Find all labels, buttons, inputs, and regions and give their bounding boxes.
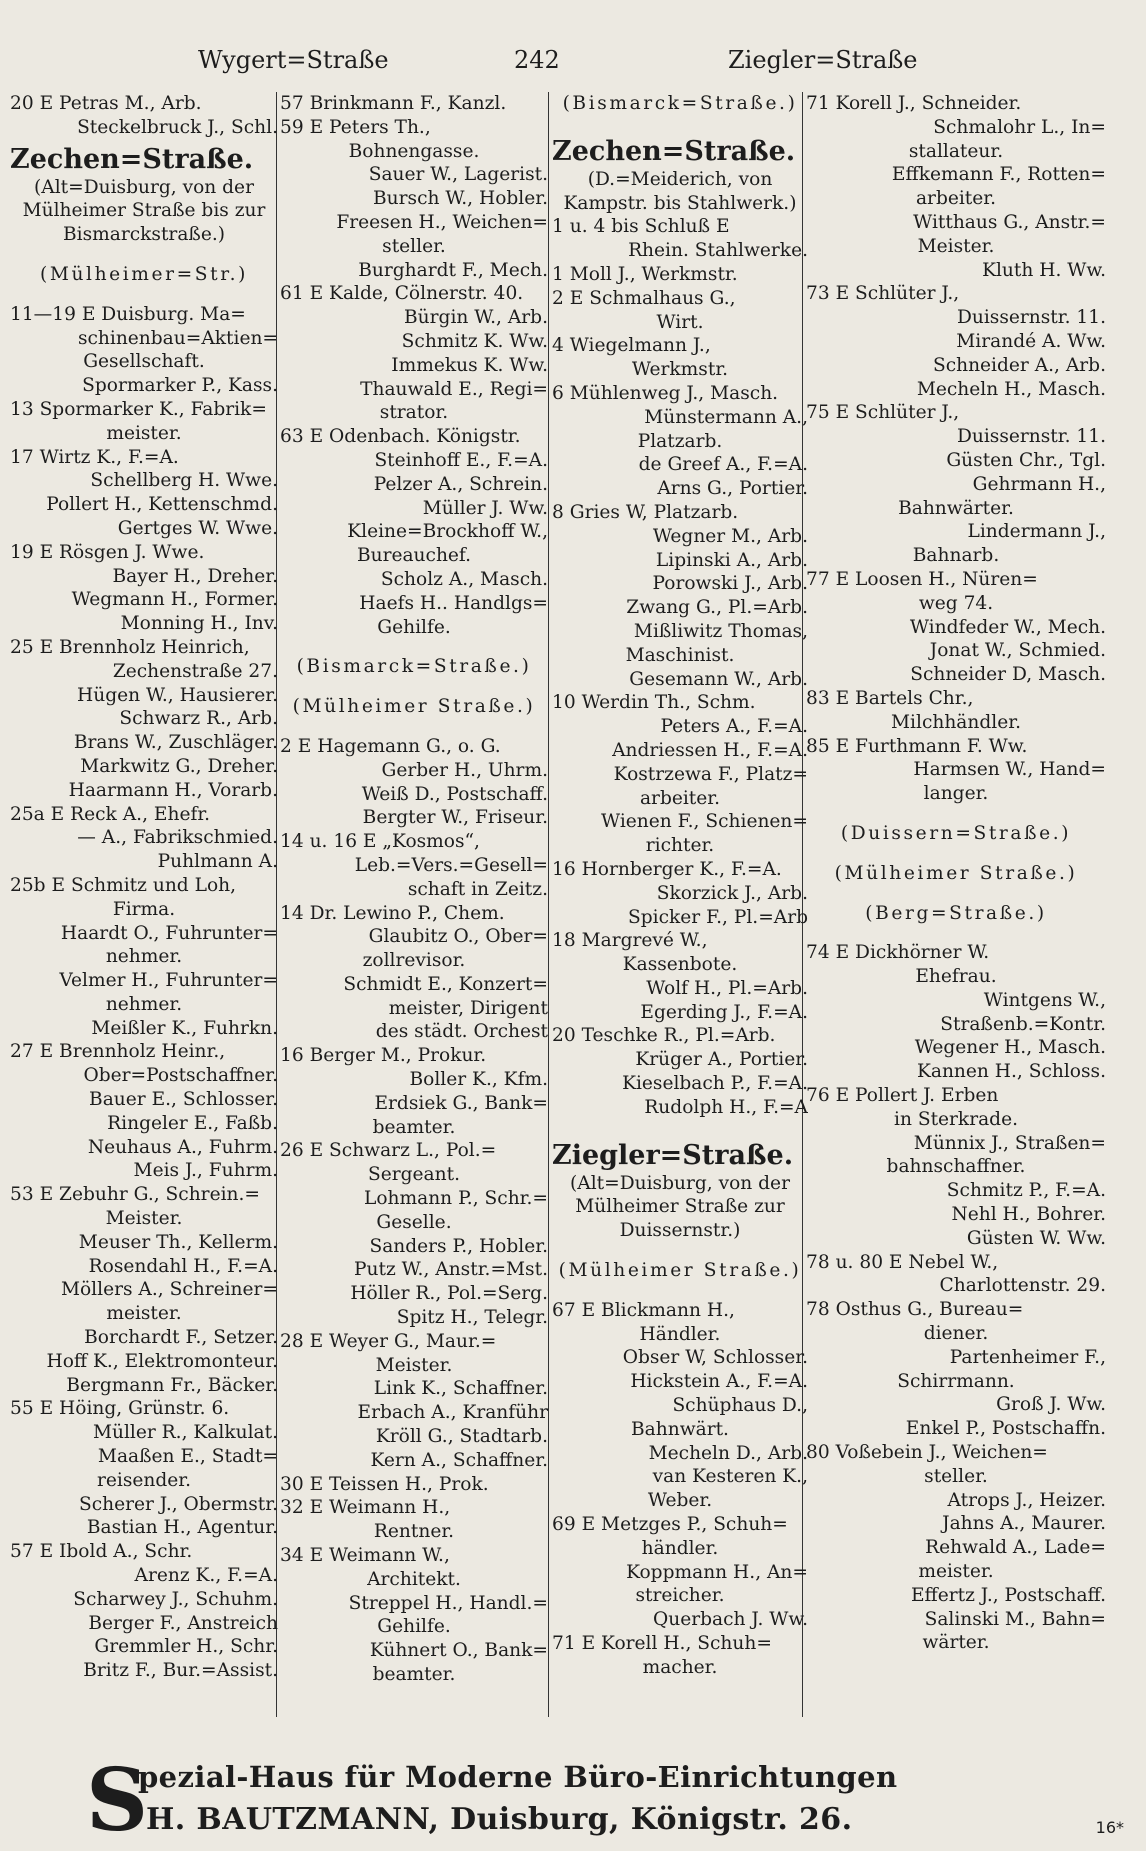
directory-line: Sanders P., Hobler. xyxy=(369,1235,548,1257)
directory-line: streicher. xyxy=(635,1585,725,1607)
directory-line: Spormarker P., Kass. xyxy=(82,375,278,397)
directory-line: 8 Gries W, Platzarb. xyxy=(552,501,739,523)
directory-line: Mülheimer Straße zur xyxy=(575,1196,785,1218)
directory-line: Gehrmann H., xyxy=(972,473,1106,495)
directory-line: Güsten Chr., Tgl. xyxy=(946,449,1106,471)
directory-line: Brans W., Zuschläger. xyxy=(73,732,278,754)
directory-line: Hoff K., Elektromonteur. xyxy=(46,1350,278,1372)
directory-line: (Alt=Duisburg, von der xyxy=(34,176,254,198)
directory-line: 25b E Schmitz und Loh, xyxy=(10,874,237,896)
directory-line: Schmalohr L., In= xyxy=(933,116,1106,138)
directory-line: langer. xyxy=(923,783,989,805)
directory-line: 14 u. 16 E „Kosmos“, xyxy=(280,831,480,853)
directory-line: 2 E Hagemann G., o. G. xyxy=(280,735,501,757)
directory-line: Steckelbruck J., Schl. xyxy=(77,116,278,138)
directory-line: händler. xyxy=(641,1537,719,1559)
directory-line: Atrops J., Heizer. xyxy=(947,1489,1106,1511)
directory-line: Ringeler E., Faßb. xyxy=(107,1112,278,1134)
directory-line: Maschinist. xyxy=(625,644,735,666)
directory-line: strator. xyxy=(379,402,449,424)
directory-line: 75 E Schlüter J., xyxy=(806,402,960,424)
directory-line: Witthaus G., Anstr.= xyxy=(913,211,1106,233)
directory-line: schaft in Zeitz. xyxy=(407,878,548,900)
directory-line: Mißliwitz Thomas, xyxy=(633,620,808,642)
directory-line: Borchardt F., Setzer. xyxy=(84,1327,278,1349)
directory-line: 26 E Schwarz L., Pol.= xyxy=(280,1140,497,1162)
directory-line: 25a E Reck A., Ehefr. xyxy=(10,803,211,825)
directory-line: Kassenbote. xyxy=(622,954,738,976)
directory-columns xyxy=(0,92,1146,1717)
directory-line: Arenz K., F.=A. xyxy=(134,1565,278,1587)
directory-line: Rehwald A., Lade= xyxy=(925,1537,1106,1559)
directory-line: nehmer. xyxy=(105,993,183,1015)
directory-line: Mecheln D., Arb. xyxy=(648,1442,808,1464)
directory-line: Wegmann H., Former. xyxy=(71,589,278,611)
directory-line: Kampstr. bis Stahlwerk.) xyxy=(563,192,797,214)
directory-line: 6 Mühlenweg J., Masch. xyxy=(552,382,779,404)
directory-line: reisender. xyxy=(96,1469,192,1491)
directory-line: (Mülheimer Straße.) xyxy=(834,862,1078,884)
directory-line: Wintgens W., xyxy=(983,989,1106,1011)
directory-line: Architekt. xyxy=(367,1568,461,1590)
directory-line: 20 E Petras M., Arb. xyxy=(10,93,202,114)
directory-line: Enkel P., Postschaffn. xyxy=(905,1418,1106,1440)
directory-line: Scherer J., Obermstr. xyxy=(78,1493,278,1515)
directory-line: Maaßen E., Stadt= xyxy=(97,1446,278,1468)
directory-line: 10 Werdin Th., Schm. xyxy=(552,692,756,714)
directory-line: 77 E Loosen H., Nüren= xyxy=(806,568,1038,590)
directory-line: Immekus K. Ww. xyxy=(391,354,548,376)
directory-line: Wegner M., Arb. xyxy=(652,525,808,547)
directory-line: Ehefrau. xyxy=(915,966,997,988)
directory-line: Rhein. Stahlwerke. xyxy=(628,240,808,262)
directory-line: Firma. xyxy=(112,898,176,920)
directory-line: 85 E Furthmann F. Ww. xyxy=(806,735,1028,757)
directory-line: Rentner. xyxy=(373,1521,455,1543)
directory-line: Bursch W., Hobler. xyxy=(373,188,548,210)
directory-line: Müller J. Ww. xyxy=(422,497,548,519)
directory-line: Puhlmann A. xyxy=(157,851,278,873)
directory-line: Schirrmann. xyxy=(897,1370,1015,1392)
directory-line: 78 Osthus G., Bureau= xyxy=(806,1299,1024,1321)
directory-line: Zechenstraße 27. xyxy=(112,660,278,682)
directory-line: 80 Voßebein J., Weichen= xyxy=(806,1442,1048,1464)
directory-line: Platzarb. xyxy=(637,430,723,452)
directory-line: Bergter W., Friseur. xyxy=(362,807,548,829)
spacer xyxy=(280,639,548,655)
printer-signature: 16* xyxy=(1095,1818,1124,1837)
spacer xyxy=(280,679,548,695)
directory-line: Bürgin W., Arb. xyxy=(404,307,548,329)
directory-line: Schwarz R., Arb. xyxy=(119,708,278,730)
directory-line: Gertges W. Wwe. xyxy=(117,517,278,539)
directory-line: (Bismarck=Straße.) xyxy=(296,656,532,678)
directory-line: 16 Berger M., Prokur. xyxy=(280,1045,487,1067)
directory-line: Münstermann A., xyxy=(644,406,808,428)
directory-line: Werkmstr. xyxy=(631,359,729,381)
directory-line: macher. xyxy=(642,1656,718,1678)
directory-line: (Mülheimer Straße.) xyxy=(292,696,536,718)
directory-line: 19 E Rösgen J. Wwe. xyxy=(10,541,205,563)
directory-line: Rudolph H., F.=A xyxy=(644,1096,808,1118)
ad-line-2: H. BAUTZMANN, Duisburg, Königstr. 26. xyxy=(146,1802,853,1837)
directory-line: Streppel H., Handl.= xyxy=(348,1592,548,1614)
directory-line: meister. xyxy=(106,422,182,444)
directory-line: Velmer H., Fuhrunter= xyxy=(59,970,278,992)
spacer xyxy=(806,806,1106,822)
directory-line: Thauwald E., Regi= xyxy=(360,378,548,400)
directory-line: 57 Brinkmann F., Kanzl. xyxy=(280,93,507,114)
spacer xyxy=(280,719,548,735)
spacer xyxy=(806,846,1106,862)
directory-line: Schmitz K. Ww. xyxy=(401,330,548,352)
directory-line: (Mülheimer Straße.) xyxy=(558,1260,802,1282)
directory-line: Lindermann J., xyxy=(967,521,1106,543)
directory-line: Gesellschaft. xyxy=(83,351,205,373)
street-heading: Zechen=Straße. xyxy=(552,135,796,167)
directory-line: Erdsiek G., Bank= xyxy=(374,1092,548,1114)
directory-line: Spicker F., Pl.=Arb xyxy=(628,906,808,928)
directory-line: weg 74. xyxy=(918,592,994,614)
header-right-street: Ziegler=Straße xyxy=(728,46,918,74)
directory-line: Jahns A., Maurer. xyxy=(942,1513,1106,1535)
directory-line: 53 E Zebuhr G., Schrein.= xyxy=(10,1184,260,1206)
directory-line: 17 Wirtz K., F.=A. xyxy=(10,446,179,468)
directory-line: in Sterkrade. xyxy=(894,1108,1018,1130)
directory-line: 27 E Brennholz Heinr., xyxy=(10,1041,226,1063)
directory-line: Meuser Th., Kellerm. xyxy=(78,1231,278,1253)
directory-line: diener. xyxy=(923,1323,989,1345)
directory-line: bahnschaffner. xyxy=(886,1156,1026,1178)
directory-line: wärter. xyxy=(922,1632,990,1654)
spacer xyxy=(552,116,808,132)
directory-line: Mülheimer Straße bis zur xyxy=(22,200,266,222)
directory-line: Leb.=Vers.=Gesell= xyxy=(354,854,548,876)
directory-line: Duissernstr.) xyxy=(619,1220,741,1242)
directory-line: Kluth H. Ww. xyxy=(982,259,1106,281)
directory-line: Schüphaus D., xyxy=(672,1395,808,1417)
directory-line: meister. xyxy=(918,1561,994,1583)
directory-line: Steinhoff E., F.=A. xyxy=(374,449,548,471)
spacer xyxy=(10,287,278,303)
directory-line: Meister. xyxy=(105,1208,183,1230)
directory-line: Gehilfe. xyxy=(377,1616,451,1638)
directory-line: Mirandé A. Ww. xyxy=(956,330,1106,352)
directory-line: Duissernstr. 11. xyxy=(956,307,1106,329)
directory-line: Spitz H., Telegr. xyxy=(396,1307,548,1329)
directory-line: Pollert H., Kettenschmd. xyxy=(46,494,278,516)
directory-line: Haarmann H., Vorarb. xyxy=(68,779,278,801)
directory-line: de Greef A., F.=A. xyxy=(638,454,808,476)
directory-line: 83 E Bartels Chr., xyxy=(806,687,974,709)
directory-line: Bauer E., Schlosser. xyxy=(89,1089,278,1111)
directory-line: 71 E Korell H., Schuh= xyxy=(552,1633,772,1655)
directory-line: Harmsen W., Hand= xyxy=(913,759,1106,781)
directory-line: 1 u. 4 bis Schluß E xyxy=(552,216,730,238)
spacer xyxy=(806,886,1106,902)
directory-line: Schmitz P., F.=A. xyxy=(946,1180,1106,1202)
directory-line: Putz W., Anstr.=Mst. xyxy=(354,1259,548,1281)
directory-line: 57 E Ibold A., Schr. xyxy=(10,1541,193,1563)
directory-line: 13 Spormarker K., Fabrik= xyxy=(10,398,267,420)
directory-line: stallateur. xyxy=(908,140,1004,162)
directory-line: Querbach J. Ww. xyxy=(653,1609,808,1631)
directory-line: Höller R., Pol.=Serg. xyxy=(350,1283,548,1305)
directory-line: Güsten W. Ww. xyxy=(966,1227,1106,1249)
directory-line: nehmer. xyxy=(105,946,183,968)
directory-line: Kühnert O., Bank= xyxy=(369,1640,548,1662)
directory-line: Schmidt E., Konzert= xyxy=(343,973,548,995)
street-heading: Zechen=Straße. xyxy=(10,143,254,175)
directory-line: 30 E Teissen H., Prok. xyxy=(280,1473,489,1495)
directory-line: Straßenb.=Kontr. xyxy=(940,1013,1106,1035)
directory-line: (Mülheimer=Str.) xyxy=(39,263,249,285)
directory-line: Boller K., Kfm. xyxy=(409,1069,548,1091)
directory-line: zollrevisor. xyxy=(362,950,466,972)
directory-line: Nehl H., Bohrer. xyxy=(951,1204,1106,1226)
directory-line: steller. xyxy=(382,235,446,257)
directory-line: (Duissern=Straße.) xyxy=(840,822,1072,844)
directory-line: Jonat W., Schmied. xyxy=(929,640,1106,662)
directory-line: 67 E Blickmann H., xyxy=(552,1299,735,1321)
directory-line: (Alt=Duisburg, von der xyxy=(570,1172,790,1194)
directory-line: Porowski J., Arb. xyxy=(652,573,808,595)
directory-line: 16 Hornberger K., F.=A. xyxy=(552,858,782,880)
directory-line: Markwitz G., Dreher. xyxy=(80,755,278,777)
directory-line: Bohnengasse. xyxy=(348,140,480,162)
directory-line: Kleine=Brockhoff W., xyxy=(347,521,548,543)
directory-line: 18 Margrevé W., xyxy=(552,930,708,952)
directory-line: Haardt O., Fuhrunter= xyxy=(60,922,278,944)
directory-line: Scholz A., Masch. xyxy=(380,568,548,590)
directory-line: Bahnwärt. xyxy=(631,1418,729,1440)
directory-line: Händler. xyxy=(639,1323,721,1345)
directory-line: Schneider A., Arb. xyxy=(932,354,1106,376)
directory-line: schinenbau=Aktien= xyxy=(77,327,278,349)
directory-line: Groß J. Ww. xyxy=(996,1394,1106,1416)
spacer xyxy=(10,247,278,263)
directory-line: Kieselbach P., F.=A. xyxy=(622,1073,808,1095)
directory-line: 20 Teschke R., Pl.=Arb. xyxy=(552,1025,776,1047)
directory-line: 55 E Höing, Grünstr. 6. xyxy=(10,1398,230,1420)
directory-line: Bureauchef. xyxy=(356,545,472,567)
directory-line: Partenheimer F., xyxy=(949,1346,1106,1368)
directory-line: Rosendahl H., F.=A. xyxy=(88,1255,278,1277)
directory-line: des städt. Orchest xyxy=(375,1021,548,1043)
spacer xyxy=(552,1120,808,1136)
directory-line: Glaubitz O., Ober= xyxy=(368,926,548,948)
directory-line: Wegener H., Masch. xyxy=(914,1037,1106,1059)
directory-line: Meißler K., Fuhrkn. xyxy=(91,1017,278,1039)
ad-line-1: pezial-Haus für Moderne Büro-Einrichtungen xyxy=(138,1760,898,1794)
directory-line: 34 E Weimann W., xyxy=(280,1545,450,1567)
directory-line: Bismarckstraße.) xyxy=(62,224,225,246)
directory-line: 61 E Kalde, Cölnerstr. 40. xyxy=(280,283,524,305)
header-left-street: Wygert=Straße xyxy=(198,46,389,74)
directory-line: Weber. xyxy=(647,1490,713,1512)
directory-line: Meis J., Fuhrm. xyxy=(133,1160,278,1182)
spacer xyxy=(552,1243,808,1259)
directory-line: arbeiter. xyxy=(915,188,997,210)
directory-line: 59 E Peters Th., xyxy=(280,116,431,138)
directory-line: 74 E Dickhörner W. xyxy=(806,942,990,964)
spacer xyxy=(806,925,1106,941)
directory-line: Gremmler H., Schr. xyxy=(94,1636,278,1658)
directory-line: Bahnwärter. xyxy=(898,497,1014,519)
directory-line: Effertz J., Postschaff. xyxy=(910,1584,1106,1606)
directory-line: Peters A., F.=A. xyxy=(660,716,808,738)
directory-line: Bahnarb. xyxy=(912,545,1000,567)
directory-line: Meister. xyxy=(917,235,995,257)
directory-line: Skorzick J., Arb. xyxy=(656,882,808,904)
directory-line: Freesen H., Weichen= xyxy=(336,211,548,233)
directory-line: Zwang G., Pl.=Arb. xyxy=(626,597,808,619)
directory-line: Link K., Schaffner. xyxy=(373,1378,548,1400)
directory-line: Duissernstr. 11. xyxy=(956,426,1106,448)
directory-line: (Bismarck=Straße.) xyxy=(562,93,798,114)
directory-line: 63 E Odenbach. Königstr. xyxy=(280,426,521,448)
directory-line: arbeiter. xyxy=(639,787,721,809)
directory-line: Egerding J., F.=A. xyxy=(640,1001,808,1023)
directory-line: beamter. xyxy=(372,1116,456,1138)
directory-line: 69 E Metzges P., Schuh= xyxy=(552,1514,788,1536)
directory-line: Obser W, Schlosser. xyxy=(622,1347,808,1369)
page-number: 242 xyxy=(514,46,560,74)
directory-line: Münnix J., Straßen= xyxy=(913,1132,1106,1154)
directory-line: Krüger A., Portier. xyxy=(635,1049,808,1071)
column-4 xyxy=(806,92,1106,1717)
directory-line: Salinski M., Bahn= xyxy=(924,1608,1106,1630)
directory-line: Burghardt F., Mech. xyxy=(358,259,548,281)
directory-line: Mecheln H., Masch. xyxy=(916,378,1106,400)
directory-line: 1 Moll J., Werkmstr. xyxy=(552,263,738,285)
directory-line: meister, Dirigent xyxy=(388,997,548,1019)
directory-line: Sauer W., Lagerist. xyxy=(368,164,548,186)
directory-line: Kannen H., Schloss. xyxy=(916,1061,1106,1083)
column-1 xyxy=(10,92,278,1717)
directory-line: Charlottenstr. 29. xyxy=(939,1275,1106,1297)
directory-line: 32 E Weimann H., xyxy=(280,1497,451,1519)
directory-line: Weiß D., Postschaff. xyxy=(361,783,548,805)
directory-line: Hügen W., Hausierer. xyxy=(77,684,278,706)
directory-line: 2 E Schmalhaus G., xyxy=(552,287,736,309)
directory-line: van Kesteren K., xyxy=(652,1466,808,1488)
directory-line: 73 E Schlüter J., xyxy=(806,283,960,305)
directory-line: Arns G., Portier. xyxy=(657,478,808,500)
column-2 xyxy=(280,92,548,1717)
directory-line: Kostrzewa F., Platz= xyxy=(613,763,808,785)
directory-line: 4 Wiegelmann J., xyxy=(552,335,711,357)
column-3 xyxy=(552,92,808,1717)
directory-line: steller. xyxy=(924,1465,988,1487)
directory-line: Neuhaus A., Fuhrm. xyxy=(87,1136,278,1158)
directory-line: Möllers A., Schreiner= xyxy=(60,1279,278,1301)
directory-line: richter. xyxy=(645,835,715,857)
directory-line: Bastian H., Agentur. xyxy=(86,1517,278,1539)
directory-line: Meister. xyxy=(375,1354,453,1376)
directory-line: Geselle. xyxy=(376,1211,452,1233)
directory-line: Gehilfe. xyxy=(377,616,451,638)
directory-line: Gerber H., Uhrm. xyxy=(381,759,548,781)
ad-initial: S xyxy=(86,1750,149,1851)
directory-line: Lipinski A., Arb. xyxy=(655,549,808,571)
directory-line: Effkemann F., Rotten= xyxy=(891,164,1106,186)
directory-line: Schneider D, Masch. xyxy=(910,664,1106,686)
street-heading: Ziegler=Straße. xyxy=(552,1139,794,1171)
directory-line: Ober=Postschaffner. xyxy=(83,1065,278,1087)
directory-line: Gesemann W., Arb. xyxy=(629,668,808,690)
directory-line: Koppmann H., An= xyxy=(626,1561,808,1583)
directory-line: 14 Dr. Lewino P., Chem. xyxy=(280,902,505,924)
directory-line: Bergmann Fr., Bäcker. xyxy=(66,1374,278,1396)
directory-line: Kröll G., Stadtarb. xyxy=(375,1426,548,1448)
directory-line: 11—19 E Duisburg. Ma= xyxy=(10,303,246,325)
directory-line: Andriessen H., F.=A. xyxy=(612,739,808,761)
directory-line: Britz F., Bur.=Assist. xyxy=(83,1660,278,1682)
directory-line: — A., Fabrikschmied. xyxy=(77,827,278,849)
directory-line: Milchhändler. xyxy=(891,711,1021,733)
directory-line: Wienen F., Schienen= xyxy=(601,811,808,833)
directory-line: 25 E Brennholz Heinrich, xyxy=(10,636,250,658)
directory-line: Sergeant. xyxy=(368,1164,460,1186)
directory-line: Erbach A., Kranführ xyxy=(357,1402,548,1424)
directory-line: Bayer H., Dreher. xyxy=(112,565,278,587)
directory-line: Müller R., Kalkulat. xyxy=(92,1422,278,1444)
directory-line: Kern A., Schaffner. xyxy=(370,1449,548,1471)
directory-line: (Berg=Straße.) xyxy=(865,902,1047,924)
directory-line: (D.=Meiderich, von xyxy=(587,168,773,190)
directory-line: beamter. xyxy=(372,1664,456,1685)
directory-line: Pelzer A., Schrein. xyxy=(373,473,548,495)
directory-line: Berger F., Anstreich xyxy=(88,1612,278,1634)
directory-line: Wolf H., Pl.=Arb. xyxy=(646,977,808,999)
directory-line: meister. xyxy=(106,1303,182,1325)
directory-line: Haefs H.. Handlgs= xyxy=(359,592,548,614)
directory-line: 71 Korell J., Schneider. xyxy=(806,93,1022,114)
directory-line: 76 E Pollert J. Erben xyxy=(806,1085,999,1107)
directory-line: Wirt. xyxy=(656,311,704,333)
directory-line: Schellberg H. Wwe. xyxy=(90,470,278,492)
directory-line: Scharwey J., Schuhm. xyxy=(73,1588,278,1610)
directory-line: 28 E Weyer G., Maur.= xyxy=(280,1330,497,1352)
spacer xyxy=(552,1283,808,1299)
directory-line: 78 u. 80 E Nebel W., xyxy=(806,1251,999,1273)
directory-line: Windfeder W., Mech. xyxy=(909,616,1106,638)
directory-line: Hickstein A., F.=A. xyxy=(630,1371,808,1393)
directory-line: Lohmann P., Schr.= xyxy=(363,1188,548,1210)
directory-line: Monning H., Inv. xyxy=(120,613,278,635)
